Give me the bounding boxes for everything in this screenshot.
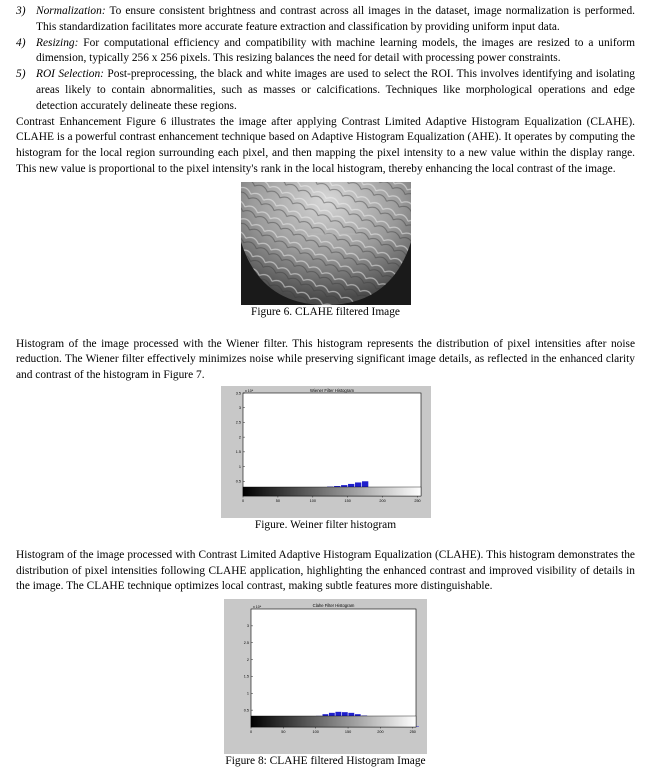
x-tick-label: 150 bbox=[344, 499, 350, 503]
x-tick-label: 0 bbox=[241, 499, 243, 503]
histogram-bar bbox=[348, 484, 354, 487]
histogram-bar bbox=[355, 482, 361, 487]
y-tick-label: 2.5 bbox=[235, 421, 240, 425]
x-tick-label: 50 bbox=[275, 499, 279, 503]
y-tick-label: 3.5 bbox=[235, 391, 240, 395]
histogram-bar bbox=[322, 714, 328, 716]
x-tick-label: 0 bbox=[250, 730, 252, 734]
list-item-text: Post-preprocessing, the black and white images are used to select the ROI. This involves identifying and isolating areas likely to contain abnormalities, such as masses or calcifications. Techniques like morphological operations and edge detection accurately delineate these regions. bbox=[36, 68, 635, 112]
figure-8-caption: Figure 8: CLAHE filtered Histogram Image bbox=[16, 754, 635, 770]
list-item bbox=[16, 67, 635, 114]
histogram-bar bbox=[329, 713, 335, 716]
list-item-term: ROI Selection: bbox=[36, 68, 104, 80]
figure-6-caption: Figure 6. CLAHE filtered Image bbox=[16, 305, 635, 321]
list-item-text: To ensure consistent brightness and contrast across all images in the dataset, image normalization is performed. This standardization facilitates more accurate feature extraction and classification by providing uniform input data. bbox=[36, 5, 635, 33]
grayscale-colorbar bbox=[251, 716, 416, 727]
y-tick-label: 1 bbox=[247, 692, 249, 696]
y-tick-label: 2 bbox=[247, 658, 249, 662]
y-tick-label: 3 bbox=[238, 406, 240, 410]
list-item-term: Resizing: bbox=[36, 37, 78, 49]
histogram-bar bbox=[348, 713, 354, 716]
y-tick-label: 1 bbox=[238, 465, 240, 469]
y-exponent-label: x 10⁴ bbox=[253, 605, 262, 609]
y-tick-label: 1.5 bbox=[235, 450, 240, 454]
histogram-bar bbox=[335, 712, 341, 716]
histogram-bar bbox=[362, 481, 368, 487]
wiener-histogram-chart bbox=[221, 386, 431, 518]
clahe-histogram-paragraph: Histogram of the image processed with Contrast Limited Adaptive Histogram Equalization (CLAHE). This histogram demonstrates the distribution of pixel intensities following CLAHE application, highlighting the enhanced contrast and improved visibility of details in the image. The CLAHE technique optimizes local contrast, making subtle features more distinguishable. bbox=[16, 548, 635, 595]
histogram-bar bbox=[355, 714, 361, 716]
x-tick-label: 150 bbox=[345, 730, 351, 734]
y-tick-label: 1.5 bbox=[244, 675, 249, 679]
wiener-histogram-figure bbox=[221, 386, 431, 518]
preprocessing-steps-list bbox=[16, 4, 635, 115]
x-tick-label: 200 bbox=[377, 730, 383, 734]
x-tick-label: 250 bbox=[410, 730, 416, 734]
list-item-number: 5) bbox=[16, 67, 26, 83]
x-tick-label: 50 bbox=[281, 730, 285, 734]
y-tick-label: 0.5 bbox=[235, 480, 240, 484]
y-tick-label: 0.5 bbox=[244, 709, 249, 713]
histogram-bar bbox=[342, 712, 348, 716]
list-item-number: 3) bbox=[16, 4, 26, 20]
list-item bbox=[16, 36, 635, 68]
wiener-paragraph: Histogram of the image processed with the Wiener filter. This histogram represents the distribution of pixel intensities after noise reduction. The Wiener filter effectively minimizes noise while preserving significant image details, as reflected in the enhanced clarity and contrast of the histogram in Figure 7. bbox=[16, 337, 635, 384]
list-item bbox=[16, 4, 635, 36]
x-tick-label: 200 bbox=[379, 499, 385, 503]
list-item-text: For computational efficiency and compatibility with machine learning models, the images are resized to a uniform dimension, typically 256 x 256 pixels. This resizing balances the need for detail with processing power constraints. bbox=[36, 37, 635, 65]
clahe-histogram-figure bbox=[224, 599, 427, 754]
x-tick-label: 100 bbox=[313, 730, 319, 734]
histogram-bar bbox=[341, 485, 347, 487]
figure-7-caption: Figure. Weiner filter histogram bbox=[16, 518, 635, 534]
plot-area bbox=[251, 609, 416, 727]
plot-area bbox=[243, 393, 421, 496]
y-exponent-label: x 10⁴ bbox=[245, 389, 254, 393]
paper-page bbox=[16, 4, 635, 770]
y-tick-label: 3 bbox=[247, 624, 249, 628]
chart-title: Wiener Filter Histogram bbox=[310, 388, 354, 393]
chart-title: Clahe Filter Histogram bbox=[313, 603, 355, 608]
list-item-term: Normalization: bbox=[36, 5, 106, 17]
clahe-paragraph: Contrast Enhancement Figure 6 illustrates the image after applying Contrast Limited Adaptive Histogram Equalization (CLAHE). CLAHE is a powerful contrast enhancement technique based on Adaptive Histogram Equalization (AHE). It operates by computing the histogram for the local region surrounding each pixel, and then mapping the pixel intensity to a new value within the display range. This new value is proportional to the pixel intensity's rank in the local histogram, thereby enhancing the local contrast of the image. bbox=[16, 115, 635, 178]
x-tick-label: 250 bbox=[414, 499, 420, 503]
x-tick-label: 100 bbox=[309, 499, 315, 503]
clahe-histogram-chart bbox=[224, 599, 427, 754]
y-tick-label: 2.5 bbox=[244, 641, 249, 645]
grayscale-colorbar bbox=[243, 487, 421, 496]
y-tick-label: 2 bbox=[238, 435, 240, 439]
clahe-mammogram-image bbox=[241, 182, 411, 305]
list-item-number: 4) bbox=[16, 36, 26, 52]
